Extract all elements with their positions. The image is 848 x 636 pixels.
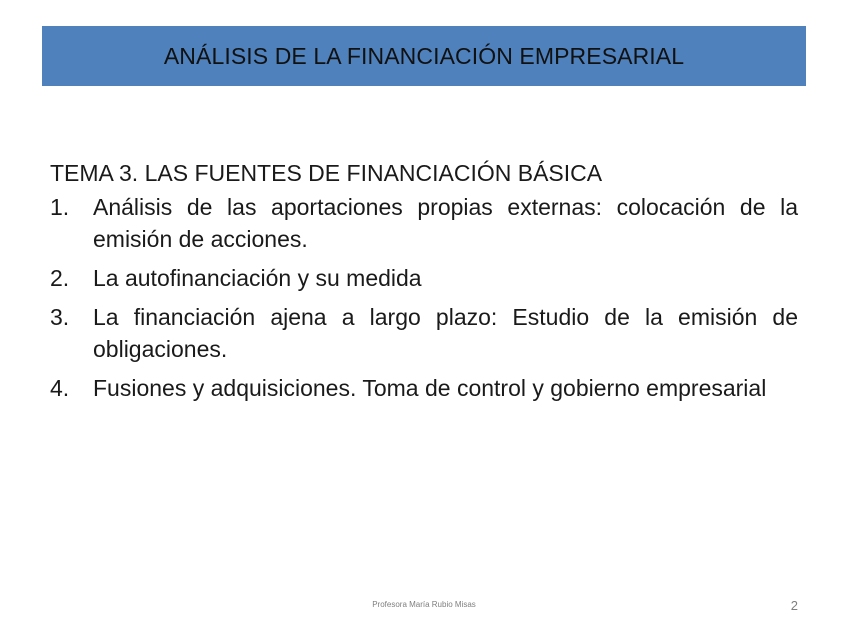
page-number: 2 [790,598,798,613]
topic-number: 2. [50,265,70,291]
topic-item-4 [50,372,798,404]
section-heading: TEMA 3. LAS FUENTES DE FINANCIACIÓN BÁSICA [50,160,603,186]
footer-author: Profesora María Rubio Misas [372,600,476,609]
slide-content [50,157,798,411]
topic-number: 4. [50,375,70,401]
topic-item-3 [50,301,798,365]
topic-list [50,191,798,404]
topic-text: Fusiones y adquisiciones. Toma de control y gobierno empresarial [93,375,767,401]
topic-text: Análisis de las aportaciones propias externas: colocación de la emisión de acciones. [93,194,798,252]
topic-item-1 [50,191,798,255]
title-bar [42,26,806,86]
topic-number: 3. [50,304,70,330]
topic-number: 1. [50,194,70,220]
topic-text: La financiación ajena a largo plazo: Estudio de la emisión de obligaciones. [93,304,798,362]
topic-text: La autofinanciación y su medida [93,265,422,291]
slide-title: ANÁLISIS DE LA FINANCIACIÓN EMPRESARIAL [163,42,685,69]
topic-item-2 [50,262,798,294]
